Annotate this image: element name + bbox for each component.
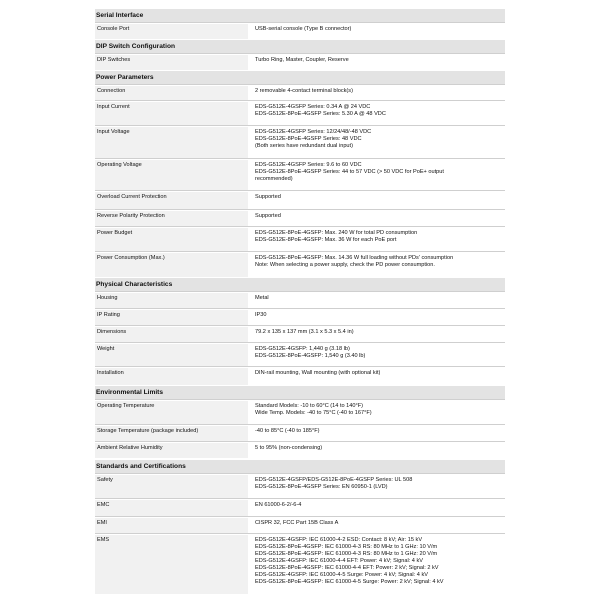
spec-value: Metal (255, 295, 269, 301)
spec-value: Supported (255, 213, 281, 219)
spec-value: EDS-G512E-8PoE-4GSFP: Max. 14.36 W full loading without PDs' consumption Note: When selecting a power supply, check the PD power consumption. (255, 255, 454, 268)
spec-row (95, 342, 505, 366)
spec-value: EDS-G512E-4GSFP Series: 12/24/48/-48 VDC EDS-G512E-8PoE-4GSFP Series: 48 VDC (Both series have redundant dual input) (255, 129, 372, 149)
spec-row (95, 291, 505, 308)
spec-value: EDS-G512E-4GSFP: 1,440 g (3.18 lb) EDS-G512E-8PoE-4GSFP: 1,540 g (3.40 lb) (255, 346, 366, 359)
spec-value: Standard Models: -10 to 60°C (14 to 140°F) Wide Temp. Models: -40 to 75°C (-40 to 167°F) (255, 403, 372, 416)
spec-label: EMI (97, 520, 107, 526)
spec-row (95, 100, 505, 125)
spec-label: Ambient Relative Humidity (97, 445, 163, 451)
spec-label: Dimensions (97, 329, 127, 335)
spec-row (95, 226, 505, 251)
spec-value: EDS-G512E-4GSFP Series: 0.34 A @ 24 VDC EDS-G512E-8PoE-4GSFP Series: 5.30 A @ 48 VDC (255, 104, 386, 117)
spec-label: Power Budget (97, 230, 133, 236)
spec-value: IP30 (255, 312, 267, 318)
spec-value: Supported (255, 194, 281, 200)
spec-label: Operating Voltage (97, 162, 142, 168)
spec-row (95, 22, 505, 39)
spec-value: DIN-rail mounting, Wall mounting (with optional kit) (255, 370, 381, 376)
section-header: DIP Switch Configuration (95, 40, 505, 54)
spec-row (95, 190, 505, 209)
spec-value: CISPR 32, FCC Part 15B Class A (255, 520, 339, 526)
spec-label: DIP Switches (97, 57, 131, 63)
spec-label: EMS (97, 537, 110, 543)
spec-label: Weight (97, 346, 115, 352)
spec-label: Operating Temperature (97, 403, 155, 409)
spec-label: Console Port (97, 26, 130, 32)
spec-label: Input Current (97, 104, 130, 110)
spec-row (95, 84, 505, 100)
spec-label: Storage Temperature (package included) (97, 428, 199, 434)
spec-value: 2 removable 4-contact terminal block(s) (255, 88, 353, 94)
spec-row (95, 366, 505, 385)
spec-row (95, 424, 505, 441)
spec-label: Reverse Polarity Protection (97, 213, 165, 219)
spec-value: EDS-G512E-4GSFP: IEC 61000-4-2 ESD: Contact: 8 kV; Air: 15 kV EDS-G512E-8PoE-4GSFP: IEC 61000-4-3 RS: 80 MHz to 1 GHz: 10 V/m EDS-G512E-8PoE-4GSFP: IEC 61000-4-3 RS: 80 MHz to 1 GHz: 20 V/m EDS-G512E-4GSFP: IEC 61000-4-4 EFT: Power: 4 kV; Signal: 4 kV EDS-G512E-8PoE-4GSFP: IEC 61000-4-4 EFT: Power: 2 kV; Signal: 2 kV EDS-G512E-4GSFP: IEC 61000-4-5 Surge: Power: 4 kV; Signal: 4 kV EDS-G512E-8PoE-4GSFP: IEC 61000-4-5 Surge: Power: 2 kV; Signal: 4 kV (255, 537, 444, 585)
spec-row (95, 325, 505, 342)
spec-row (95, 441, 505, 458)
spec-value: -40 to 85°C (-40 to 185°F) (255, 428, 320, 434)
spec-value: 5 to 95% (non-condensing) (255, 445, 323, 451)
spec-value: EDS-G512E-4GSFP/EDS-G512E-8PoE-4GSFP Series: UL 508 EDS-G512E-8PoE-4GSFP Series: EN 60950-1 (LVD) (255, 477, 413, 490)
spec-value: USB-serial console (Type B connector) (255, 26, 352, 32)
section-header: Serial Interface (95, 9, 505, 23)
spec-label: Power Consumption (Max.) (97, 255, 165, 261)
spec-label: Safety (97, 477, 113, 483)
spec-value: EN 61000-6-2/-6-4 (255, 502, 302, 508)
spec-row (95, 53, 505, 70)
spec-value: 79.2 x 135 x 137 mm (3.1 x 5.3 x 5.4 in) (255, 329, 354, 335)
spec-label: Overload Current Protection (97, 194, 167, 200)
spec-label: EMC (97, 502, 110, 508)
spec-label: Connection (97, 88, 126, 94)
spec-row (95, 158, 505, 190)
spec-row (95, 533, 505, 594)
spec-row (95, 251, 505, 277)
section-header: Power Parameters (95, 71, 505, 85)
section-header: Standards and Certifications (95, 460, 505, 474)
spec-value: EDS-G512E-4GSFP Series: 9.6 to 60 VDC EDS-G512E-8PoE-4GSFP Series: 44 to 57 VDC (> 50 VDC for PoE+ output recommended) (255, 162, 444, 182)
spec-row (95, 308, 505, 325)
spec-label: Input Voltage (97, 129, 130, 135)
section-header: Physical Characteristics (95, 278, 505, 292)
spec-row (95, 125, 505, 158)
spec-label: Installation (97, 370, 124, 376)
spec-value: EDS-G512E-8PoE-4GSFP: Max. 240 W for total PD consumption EDS-G512E-8PoE-4GSFP: Max. 36 W for each PoE port (255, 230, 418, 243)
spec-value: Turbo Ring, Master, Coupler, Reserve (255, 57, 349, 63)
spec-label: IP Rating (97, 312, 120, 318)
spec-label: Housing (97, 295, 118, 301)
spec-row (95, 399, 505, 424)
spec-row (95, 209, 505, 226)
section-header: Environmental Limits (95, 386, 505, 400)
spec-row (95, 498, 505, 516)
spec-row (95, 473, 505, 498)
spec-row (95, 516, 505, 533)
